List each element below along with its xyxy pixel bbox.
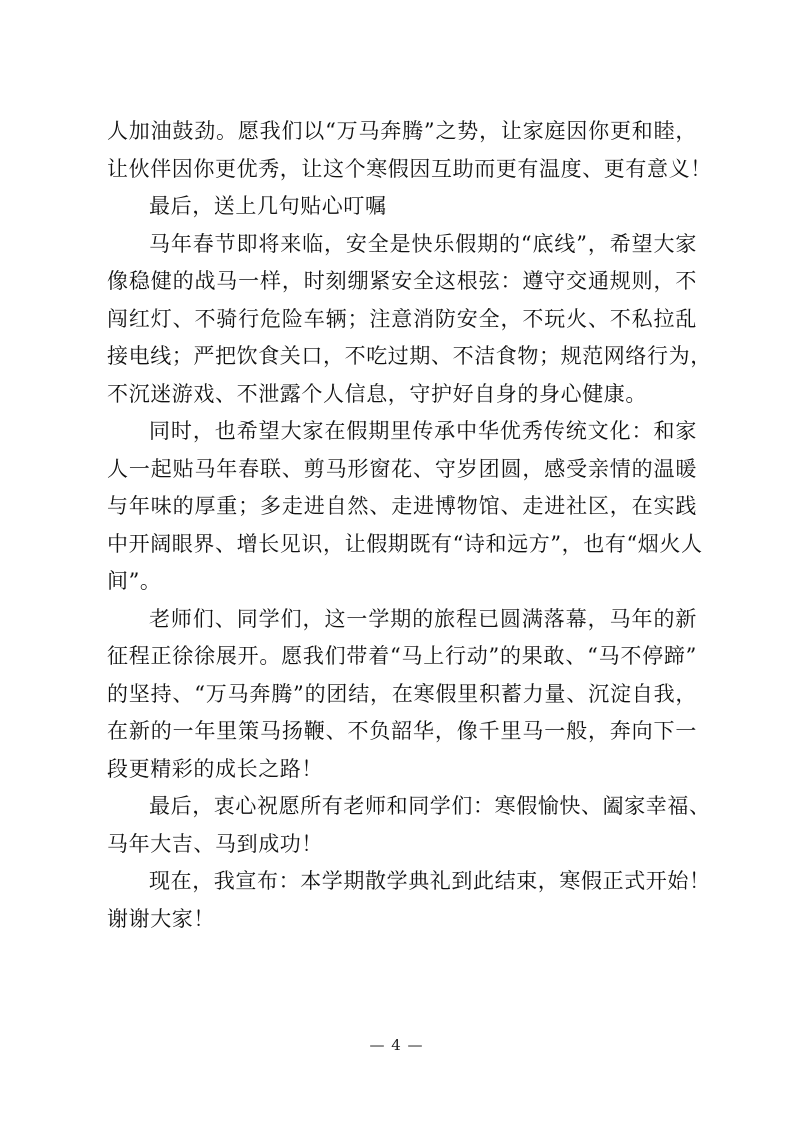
text-line: 谢谢大家！ — [107, 906, 215, 931]
text-line: 在新的一年里策马扬鞭、不负韶华，像千里马一般，奔向下一 — [107, 719, 697, 743]
text-line: 最后，送上几句贴心叮嘱 — [149, 194, 387, 218]
page-number: — 4 — — [369, 1036, 424, 1054]
text-line: 接电线；严把饮食关口，不吃过期、不洁食物；规范网络行为， — [107, 344, 712, 368]
document-body — [107, 113, 712, 938]
text-line: 马年大吉、马到成功！ — [107, 831, 323, 856]
text-line: 不沉迷游戏、不泄露个人信息，守护好自身的身心健康。 — [107, 381, 647, 406]
text-line: 的坚持、“万马奔腾”的团结，在寒假里积蓄力量、沉淀自我， — [107, 681, 697, 706]
text-line: 段更精彩的成长之路！ — [107, 756, 323, 781]
text-line: 老师们、同学们，这一学期的旅程已圆满落幕，马年的新 — [149, 606, 697, 631]
text-line: 间”。 — [107, 569, 162, 593]
text-line: 像稳健的战马一样，时刻绷紧安全这根弦：遵守交通规则，不 — [107, 269, 697, 293]
text-line: 现在，我宣布：本学期散学典礼到此结束，寒假正式开始！ — [149, 869, 711, 893]
text-line: 征程正徐徐展开。愿我们带着“马上行动”的果敢、“马不停蹄” — [107, 644, 697, 668]
text-line: 让伙伴因你更优秀，让这个寒假因互助而更有温度、更有意义！ — [107, 156, 712, 181]
text-line: 马年春节即将来临，安全是快乐假期的“底线”，希望大家 — [149, 231, 697, 256]
text-line: 中开阔眼界、增长见识，让假期既有“诗和远方”，也有“烟火人 — [107, 531, 703, 556]
text-line: 闯红灯、不骑行危险车辆；注意消防安全，不玩火、不私拉乱 — [107, 306, 697, 331]
text-line: 与年味的厚重；多走进自然、走进博物馆、走进社区，在实践 — [107, 494, 697, 518]
text-line: 同时，也希望大家在假期里传承中华优秀传统文化：和家 — [149, 419, 697, 443]
text-line: 人一起贴马年春联、剪马形窗花、守岁团圆，感受亲情的温暖 — [107, 456, 697, 481]
text-line: 最后，衷心祝愿所有老师和同学们：寒假愉快、阖家幸福、 — [149, 794, 711, 818]
text-line: 人加油鼓劲。愿我们以“万马奔腾”之势，让家庭因你更和睦， — [107, 119, 697, 143]
